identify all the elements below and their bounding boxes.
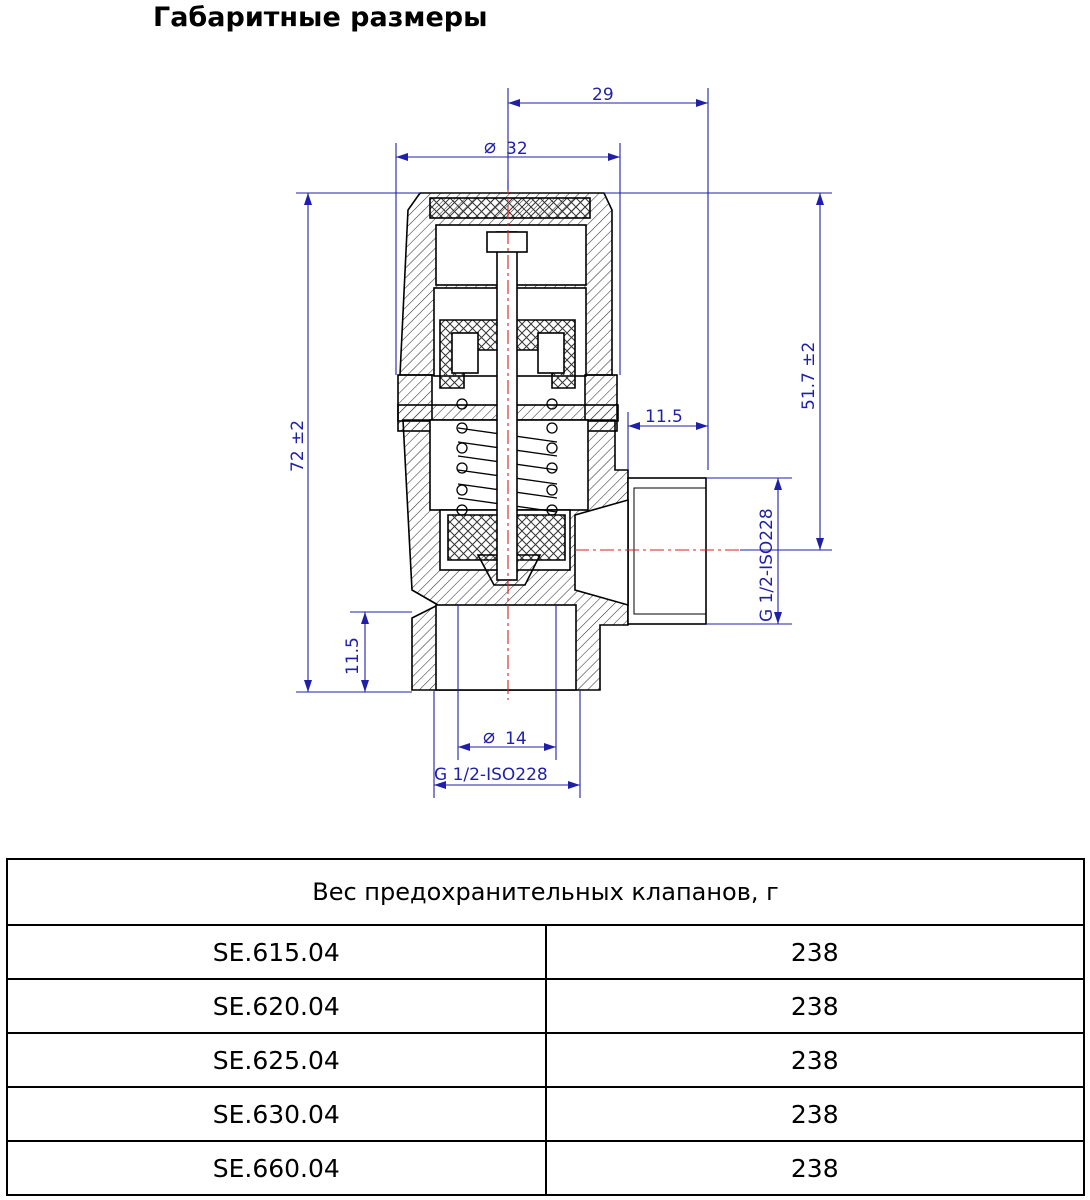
table-header-row [7,859,1084,925]
weight-cell: 238 [546,1141,1085,1195]
valve-body [398,193,706,690]
inlet-bore [436,605,576,690]
dim-dia-14-symbol: ⌀ [483,724,496,748]
dim-side-11-5-label: 11.5 [645,407,683,427]
table-row [7,979,1084,1033]
model-cell: SE.630.04 [7,1087,546,1141]
nut-right-block [538,333,564,373]
dim-side-thread-label: G 1/2-ISO228 [757,508,777,622]
table-row [7,925,1084,979]
valve-dimension-drawing [0,60,1090,820]
model-cell: SE.620.04 [7,979,546,1033]
valve-weight-table [6,858,1085,1196]
weight-cell: 238 [546,979,1085,1033]
dim-bottom-thread-label: G 1/2-ISO228 [434,765,548,785]
dim-dia-32-label: 32 [506,139,528,159]
valve-stem [497,232,517,580]
outlet-bore [628,478,706,624]
model-cell: SE.625.04 [7,1033,546,1087]
weight-cell: 238 [546,1087,1085,1141]
table-row [7,1141,1084,1195]
table-row [7,1033,1084,1087]
weight-cell: 238 [546,1033,1085,1087]
table-row [7,1087,1084,1141]
cap-top-knurl [430,198,590,218]
dim-51-7-label: 51.7 ±2 [799,341,819,410]
dim-72-label: 72 ±2 [288,419,308,472]
dim-29-label: 29 [592,85,614,105]
outlet-neck [575,500,628,605]
model-cell: SE.660.04 [7,1141,546,1195]
dim-bottom-11-5-label: 11.5 [343,637,363,675]
table-header: Вес предохранительных клапанов, г [7,859,1084,925]
stem-head [487,232,527,252]
model-cell: SE.615.04 [7,925,546,979]
dim-dia-14-label: 14 [505,729,527,749]
nut-left-block [452,333,478,373]
weight-cell: 238 [546,925,1085,979]
page-title: Габаритные размеры [153,2,488,33]
dim-dia-32-symbol: ⌀ [484,134,497,158]
